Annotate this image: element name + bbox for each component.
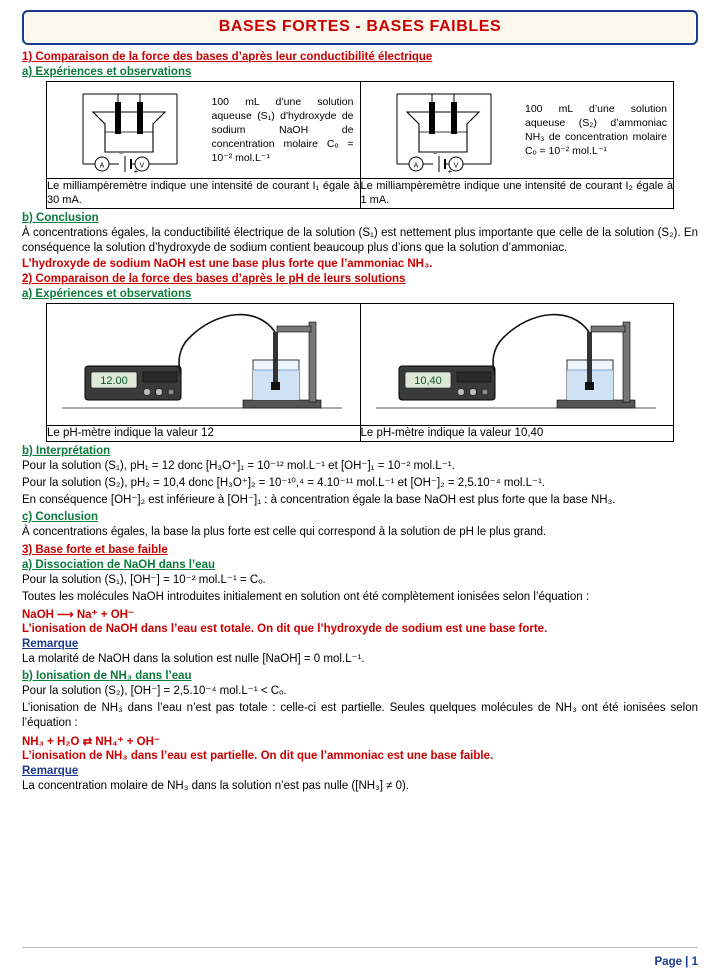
- observation-right: Le milliampèremètre indique une intensité de courant I₂ égale à 1 mA.: [360, 180, 673, 207]
- svg-text:−: −: [432, 151, 437, 158]
- section-3b-equation: NH₃ + H₂O ⇄ NH₄⁺ + OH⁻: [22, 735, 161, 748]
- section-3a-remark-label: Remarque: [22, 637, 79, 650]
- section-2b-line-1: Pour la solution (S₁), pH₁ = 12 donc [H₃O⁺]₁ = 10⁻¹² mol.L⁻¹ et [OH⁻]₁ = 10⁻² mol.L⁻¹.: [22, 459, 455, 472]
- section-3a-remark: La molarité de NaOH dans la solution est nulle [NaOH] = 0 mol.L⁻¹.: [22, 652, 365, 665]
- svg-text:+: +: [447, 167, 453, 176]
- svg-text:−: −: [119, 151, 124, 158]
- experiment-cell-right: [360, 82, 674, 179]
- page-title-banner: [22, 10, 698, 45]
- svg-text:A: A: [99, 162, 105, 170]
- section-3a-conclusion: L’ionisation de NaOH dans l’eau est totale. On dit que l’hydroxyde de sodium est une base forte.: [22, 622, 548, 635]
- section-3a-line-2: Toutes les molécules NaOH introduites initialement en solution ont été complètement ionisées selon l’équation :: [22, 590, 590, 603]
- section-2c-paragraph: À concentrations égales, la base la plus forte est celle qui correspond à la solution de pH le plus grand.: [22, 526, 547, 539]
- ph-caption-left: Le pH-mètre indique la valeur 12: [47, 425, 361, 441]
- ph-display-left: 12.00: [100, 374, 128, 387]
- experiment-cell-left: [47, 82, 361, 179]
- ph-figure-cell-right: [360, 303, 674, 425]
- section-1b-heading: b) Conclusion: [22, 211, 99, 224]
- experiment-right-description: 100 mL d’une solution aqueuse (S₂) d’ammoniac NH₃ de concentration molaire Cₒ = 10⁻² mol.L⁻¹: [525, 102, 667, 158]
- section-1b-conclusion: L’hydroxyde de sodium NaOH est une base plus forte que l’ammoniac NH₃.: [22, 257, 433, 270]
- section-3a-heading: a) Dissociation de NaOH dans l’eau: [22, 558, 215, 571]
- conductivity-setup-icon: [53, 84, 203, 176]
- section-2b-heading: b) Interprétation: [22, 444, 111, 457]
- section-3b-conclusion: L’ionisation de NH₃ dans l’eau est partielle. On dit que l’ammoniac est une base faible.: [22, 749, 494, 762]
- svg-text:V: V: [453, 162, 459, 170]
- section-2c-heading: c) Conclusion: [22, 511, 99, 524]
- section-3b-remark: La concentration molaire de NH₃ dans la solution n’est pas nulle ([NH₃] ≠ 0).: [22, 779, 410, 792]
- conductivity-figure-right: [361, 84, 524, 176]
- section-3b-line-1: Pour la solution (S₂), [OH⁻] = 2,5.10⁻⁴ mol.L⁻¹ < Cₒ.: [22, 685, 287, 698]
- conductivity-experiment-table: [46, 81, 674, 209]
- footer-divider: [22, 947, 698, 948]
- section-3-heading: 3) Base forte et base faible: [22, 543, 168, 556]
- section-1-heading: 1) Comparaison de la force des bases d’après leur conductibilité électrique: [22, 51, 433, 63]
- ph-caption-right: Le pH-mètre indique la valeur 10,40: [360, 425, 674, 441]
- section-3a-equation: NaOH ⟶ Na⁺ + OH⁻: [22, 608, 135, 621]
- section-1a-heading: a) Expériences et observations: [22, 66, 192, 78]
- svg-text:+: +: [133, 167, 139, 176]
- section-2b-line-2: Pour la solution (S₂), pH₂ = 10,4 donc [H₃O⁺]₂ = 10⁻¹⁰,⁴ = 4.10⁻¹¹ mol.L⁻¹ et [OH⁻]₂ = 2,5.10⁻⁴ mol.L⁻¹.: [22, 477, 546, 490]
- ph-meter-setup-icon: [47, 304, 357, 422]
- svg-text:V: V: [139, 162, 145, 170]
- section-2-heading: 2) Comparaison de la force des bases d’après le pH de leurs solutions: [22, 272, 406, 285]
- section-3b-heading: b) Ionisation de NH₃ dans l’eau: [22, 670, 192, 683]
- section-3b-remark-label: Remarque: [22, 764, 79, 777]
- ph-display-right: 10,40: [413, 374, 442, 387]
- observation-left: Le milliampèremètre indique une intensité de courant I₁ égale à 30 mA.: [47, 180, 360, 207]
- section-3a-line-1: Pour la solution (S₁), [OH⁻] = 10⁻² mol.L⁻¹ = Cₒ.: [22, 573, 266, 586]
- section-2a-heading: a) Expériences et observations: [22, 287, 192, 300]
- section-1b-paragraph: À concentrations égales, la conductibilité électrique de la solution (S₁) est nettement plus importante que celle de la solution (S₂). En conséquence la solution d’hydroxyde de sodium contient beaucoup plus d’ions que la solution d’ammoniac.: [22, 226, 698, 254]
- experiment-left-description: 100 mL d’une solution aqueuse (S₁) d'hydroxyde de sodium NaOH de concentration molaire Cₒ = 10⁻² mol.L⁻¹: [211, 95, 354, 165]
- section-2b-line-3: En conséquence [OH⁻]₂ est inférieure à [OH⁻]₁ : à concentration égale la base NaOH est plus forte que la base NH₃.: [22, 494, 616, 507]
- page-footer: Page | 1: [654, 956, 698, 968]
- page-title: BASES FORTES - BASES FAIBLES: [218, 18, 502, 35]
- section-3b-line-2: L’ionisation de NH₃ dans l’eau n’est pas totale : celle-ci est partielle. Seules quelques molécules de NH₃ ont été ionisées selon l’équation :: [22, 702, 698, 730]
- ph-experiment-table: [46, 303, 674, 442]
- ph-meter-setup-icon: [361, 304, 671, 422]
- conductivity-figure-left: [47, 84, 210, 176]
- conductivity-setup-icon: [367, 84, 517, 176]
- svg-text:A: A: [413, 162, 419, 170]
- ph-figure-cell-left: [47, 303, 361, 425]
